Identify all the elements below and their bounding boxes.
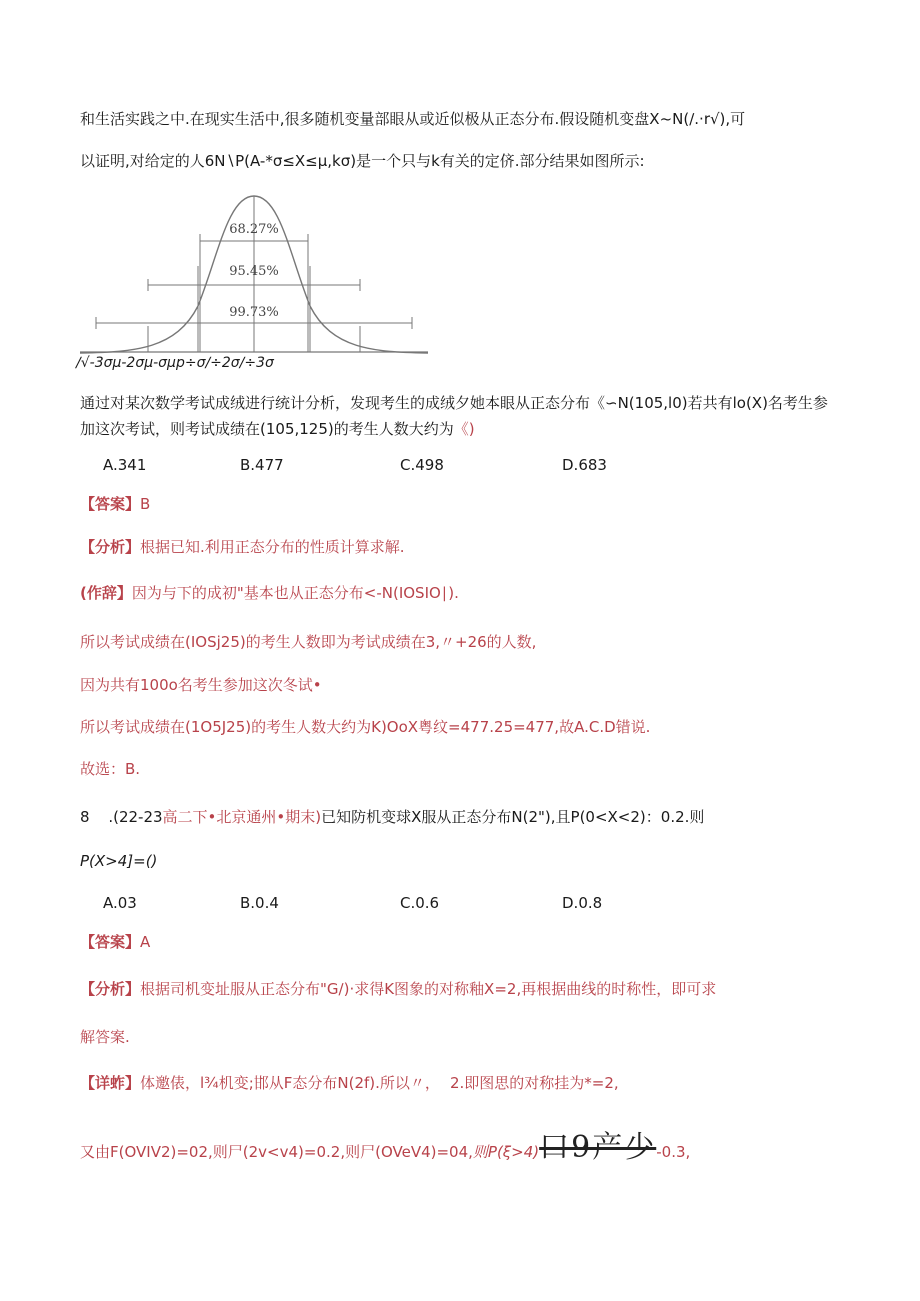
q7-answer [80, 493, 150, 515]
q7-option-c: C.498 [400, 456, 444, 474]
q8-last-a: 又由F(OVIV2)=02,则尸(2v<v4)=0.2,则尸(OVeV4)=04, [80, 1143, 473, 1161]
intro-line-1: 和生活实践之中.在现实生活中,很多随机变量部眼从或近似极从正态分布.假设随机变盘X~N(∕.·r√),可 [80, 110, 746, 128]
q8-option-c: C.0.6 [400, 894, 440, 912]
q7-option-d: D.683 [562, 456, 607, 474]
q7-detail-text: 因为与下的成初"基本也从正态分布<-N(IOSIO∣). [131, 584, 459, 602]
q7-stem-1: 通过对某次数学考试成绒进行统计分析，发现考生的成绒夕她本眼从正态分布《∽N(105,l0)若共有lo(X)名考生参 [80, 394, 828, 412]
q7-answer-value: B [140, 495, 151, 513]
q8-detail-c: 2.即图思的对称挂为*=2, [449, 1074, 619, 1092]
q8-source: 高二下•北京通州•期末) [162, 808, 322, 826]
q7-line-b: 因为共有100o名考生参加这次冬试• [80, 676, 322, 694]
q8-last-line [80, 1128, 690, 1172]
q7-option-b: B.477 [240, 456, 284, 474]
q7-option-a: A.341 [103, 456, 147, 474]
q7-analysis-label: 【分析】 [80, 538, 141, 556]
q7-analysis [80, 536, 405, 558]
q8-answer-label: 【答案】 [80, 933, 141, 951]
q8-analysis-text-1: 根据司机变址服从正态分布"G∕)·求得K图象的对称釉X=2,再根据曲线的时称性，即可求 [140, 980, 717, 998]
q8-number: 8 [80, 808, 90, 826]
q8-option-b: B.0.4 [240, 894, 279, 912]
q8-option-d: D.0.8 [562, 894, 603, 912]
q8-answer [80, 931, 150, 953]
label-95: 95.45% [229, 264, 279, 279]
q8-stem-2: P(X>4]=() [80, 852, 158, 870]
q8-stem-text: 已知防机变球X服从正态分布N(2"),且P(0<X<2)：0.2.则 [321, 808, 705, 826]
q7-analysis-text: 根据已知.利用正态分布的性质计算求解. [140, 538, 405, 556]
q7-stem-2-text: 加这次考试，则考试成绩在(105,125)的考生人数大约为 [80, 420, 454, 438]
q8-analysis-2: 解答案. [80, 1028, 130, 1046]
q8-last-d: -0.3, [656, 1143, 691, 1161]
q7-line-c: 所以考试成绩在(1O5J25)的考生人数大约为K)OoX粤纹=477.25=477,故A.C.D错说. [80, 718, 651, 736]
q8-last-b: 则P(ξ>4) [472, 1143, 540, 1161]
label-68: 68.27% [229, 222, 279, 237]
q7-line-d: 故选：B. [80, 760, 141, 778]
normal-distribution-figure [76, 186, 432, 372]
q8-option-a: A.03 [103, 894, 137, 912]
intro-line-2: 以证明,对给定的人6N∖P(A-*σ≤X≤μ,kσ)是一个只与k有关的定侪.部分结果如图所示: [80, 152, 645, 170]
q8-analysis-1 [80, 978, 716, 1000]
q8-analysis-label: 【分析】 [80, 980, 141, 998]
q7-answer-label: 【答案】 [80, 495, 141, 513]
q8-detail [80, 1072, 619, 1094]
q8-detail-b: N(2f).所以〃， [337, 1074, 440, 1092]
q7-stem-2-bracket: 《) [453, 420, 475, 438]
q8-answer-value: A [140, 933, 151, 951]
label-99: 99.73% [229, 305, 279, 320]
q8-last-glyphs: 口9产少 [539, 1130, 657, 1165]
q8-source-prefix: .(22-23 [108, 808, 163, 826]
q7-stem-2 [80, 418, 475, 440]
q7-detail [80, 582, 459, 604]
q8-detail-a: 体邀俵，l¾机变;邯从F态分布 [140, 1074, 338, 1092]
q7-line-a: 所以考试成绩在(IOSj25)的考生人数即为考试成绩在3,〃+26的人数, [80, 633, 537, 651]
q8-detail-label: 【详蚱】 [80, 1074, 141, 1092]
q8-stem-1 [80, 806, 704, 828]
axis-caption: ∕√-3σμ-2σμ-σμp÷σ∕÷2σ∕÷3σ [76, 355, 274, 371]
q7-detail-label: (作辞】 [80, 584, 132, 602]
